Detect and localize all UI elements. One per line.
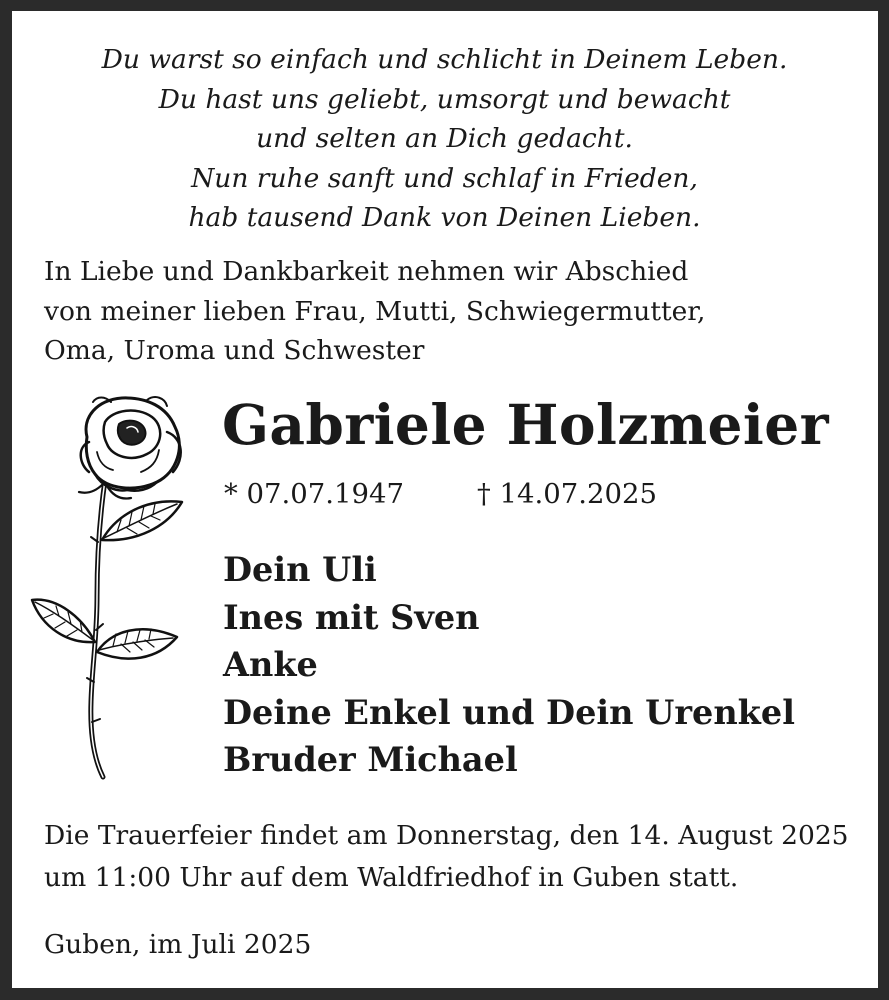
mourner-name: Bruder Michael [223,740,518,779]
mourner-name: Deine Enkel und Dein Urenkel [223,692,795,732]
deceased-name: Gabriele Holzmeier [222,392,829,457]
mourners-list [223,546,795,784]
service-line: um 11:00 Uhr auf dem Waldfriedhof in Guben statt. [44,861,739,893]
mourner-name: Ines mit Sven [223,597,480,637]
poem-line: Du warst so einfach und schlicht in Deinem Leben. [101,44,788,75]
poem-line: Nun ruhe sanft und schlaf in Frieden, [191,162,698,194]
place-date: Guben, im Juli 2025 [44,929,312,960]
poem-line: und selten an Dich gedacht. [256,123,633,154]
intro-line: von meiner lieben Frau, Mutti, Schwiegermutter, [44,295,706,327]
farewell-intro [44,252,705,371]
intro-line: Oma, Uroma und Schwester [44,335,425,366]
birth-date: * 07.07.1947 [224,478,404,510]
death-date: † 14.07.2025 [477,478,657,510]
service-line: Die Trauerfeier findet am Donnerstag, den 14. August 2025 [44,820,849,851]
mourner-name: Anke [223,645,318,684]
poem [30,40,859,238]
funeral-service-notice [44,815,849,898]
mourner-name: Dein Uli [223,550,377,589]
rose-icon [27,392,199,784]
intro-line: In Liebe und Dankbarkeit nehmen wir Abschied [44,256,689,287]
poem-line: hab tausend Dank von Deinen Lieben. [188,202,701,233]
poem-line: Du hast uns geliebt, umsorgt und bewacht [158,83,731,115]
